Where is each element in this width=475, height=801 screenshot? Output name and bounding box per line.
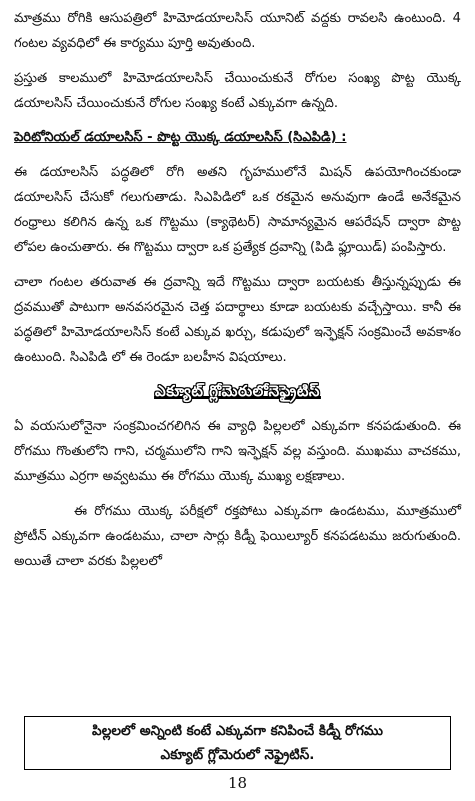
section-title: ఎక్యూట్ గ్లోమెరులోనెఫ్రైటిస్ [155, 382, 320, 400]
paragraph-capd-method: ఈ డయాలసిస్ పద్ధతిలో రోగి అతని గృహములోనే మిషన్ ఉపయోగించకుండా డయాలసిస్ చేసుకో గలుగుతాడు. సిఎపిడిలో ఒక రకమైన అనువుగా ఉండే అనేకమైన రంధ్రాలు కలిగిన ఉన్న ఒక గొట్టము (క్యాథెటర్) సామాన్యమైన ఆపరేషన్ ద్వారా పొట్ట లోపల ఉంచుతారు. ఈ గొట్టము ద్వారా ఒక ప్రత్యేక ద్రవాన్ని (పిడి ఫ్లూయిడ్) పంపిస్తారు. [14, 165, 461, 255]
paragraph-disease-symptoms: ఏ వయసులోనైనా సంక్రమించగలిగిన ఈ వ్యాధి పిల్లలలో ఎక్కువగా కనపడుతుంది. ఈ రోగము గొంతులోని గాని, చర్మములోని గాని ఇన్ఫెక్షన్ వల్ల వస్తుంది. ముఖము వాచకము, మూత్రము ఎర్రగా అవ్వటము ఈ రోగము యొక్క ముఖ్య లక్షణాలు. [14, 419, 461, 484]
page-number: 18 [227, 774, 248, 792]
paragraph-hemodialysis-duration: మాత్రము రోగికి ఆసుపత్రిలో హిమోడయాలసిస్ యూనిట్ వద్దకు రావలసి ఉంటుంది. 4 గంటల వ్యవధిలో ఈ కార్యము పూర్తి అవుతుంది. [14, 11, 461, 51]
callout-line-2: ఎక్యూట్ గ్లోమెరులో నెఫ్రైటిస్. [160, 747, 315, 763]
callout-line-1: పిల్లలలో అన్నింటి కంటే ఎక్కువగా కనిపించే కిడ్నీ రోగము [92, 723, 383, 739]
paragraph-patient-count: ప్రస్తుత కాలములో హిమోడయాలసిస్ చేయించుకునే రోగుల సంఖ్య పొట్ట యొక్క డయాలసిస్ చేయించుకునే రోగుల సంఖ్య కంటే ఎక్కువగా ఉన్నది. [14, 71, 461, 111]
section-title-row [14, 380, 461, 406]
paragraph-disease-tests: ఈ రోగము యొక్క పరీక్షలో రక్తపోటు ఎక్కువగా ఉండటము, మూత్రములో ప్రోటీన్ ఎక్కువగా ఉండటము, చాలా సార్లు కిడ్నీ ఫెయిల్యూర్ కనపడటము జరుగుతుంది. అయితే చాలా వరకు పిల్లలలో [14, 504, 461, 569]
callout-box [24, 716, 451, 770]
heading-capd: పెరిటోనియల్ డయాలసిస్ - పొట్ట యొక్క డయాలసిస్ (సిఎపిడి) : [14, 130, 347, 145]
paragraph-capd-drawbacks: చాలా గంటల తరువాత ఈ ద్రవాన్ని ఇదే గొట్టము ద్వారా బయటకు తీస్తున్నప్పుడు ఈ ద్రవముతో పాటుగా అనవసరమైన చెత్త పదార్థాలు కూడా బయటకు వచ్చేస్తాయి. కానీ ఈ పద్ధతిలో హిమోడయాలసిస్ కంటే ఎక్కువ ఖర్చు, కడుపులో ఇన్ఫెక్షన్ సంక్రమించే అవకాశం ఉంటుంది. సిఎపిడి లో ఈ రెండూ బలహీన విషయాలు. [14, 275, 461, 365]
page-body [14, 6, 461, 584]
